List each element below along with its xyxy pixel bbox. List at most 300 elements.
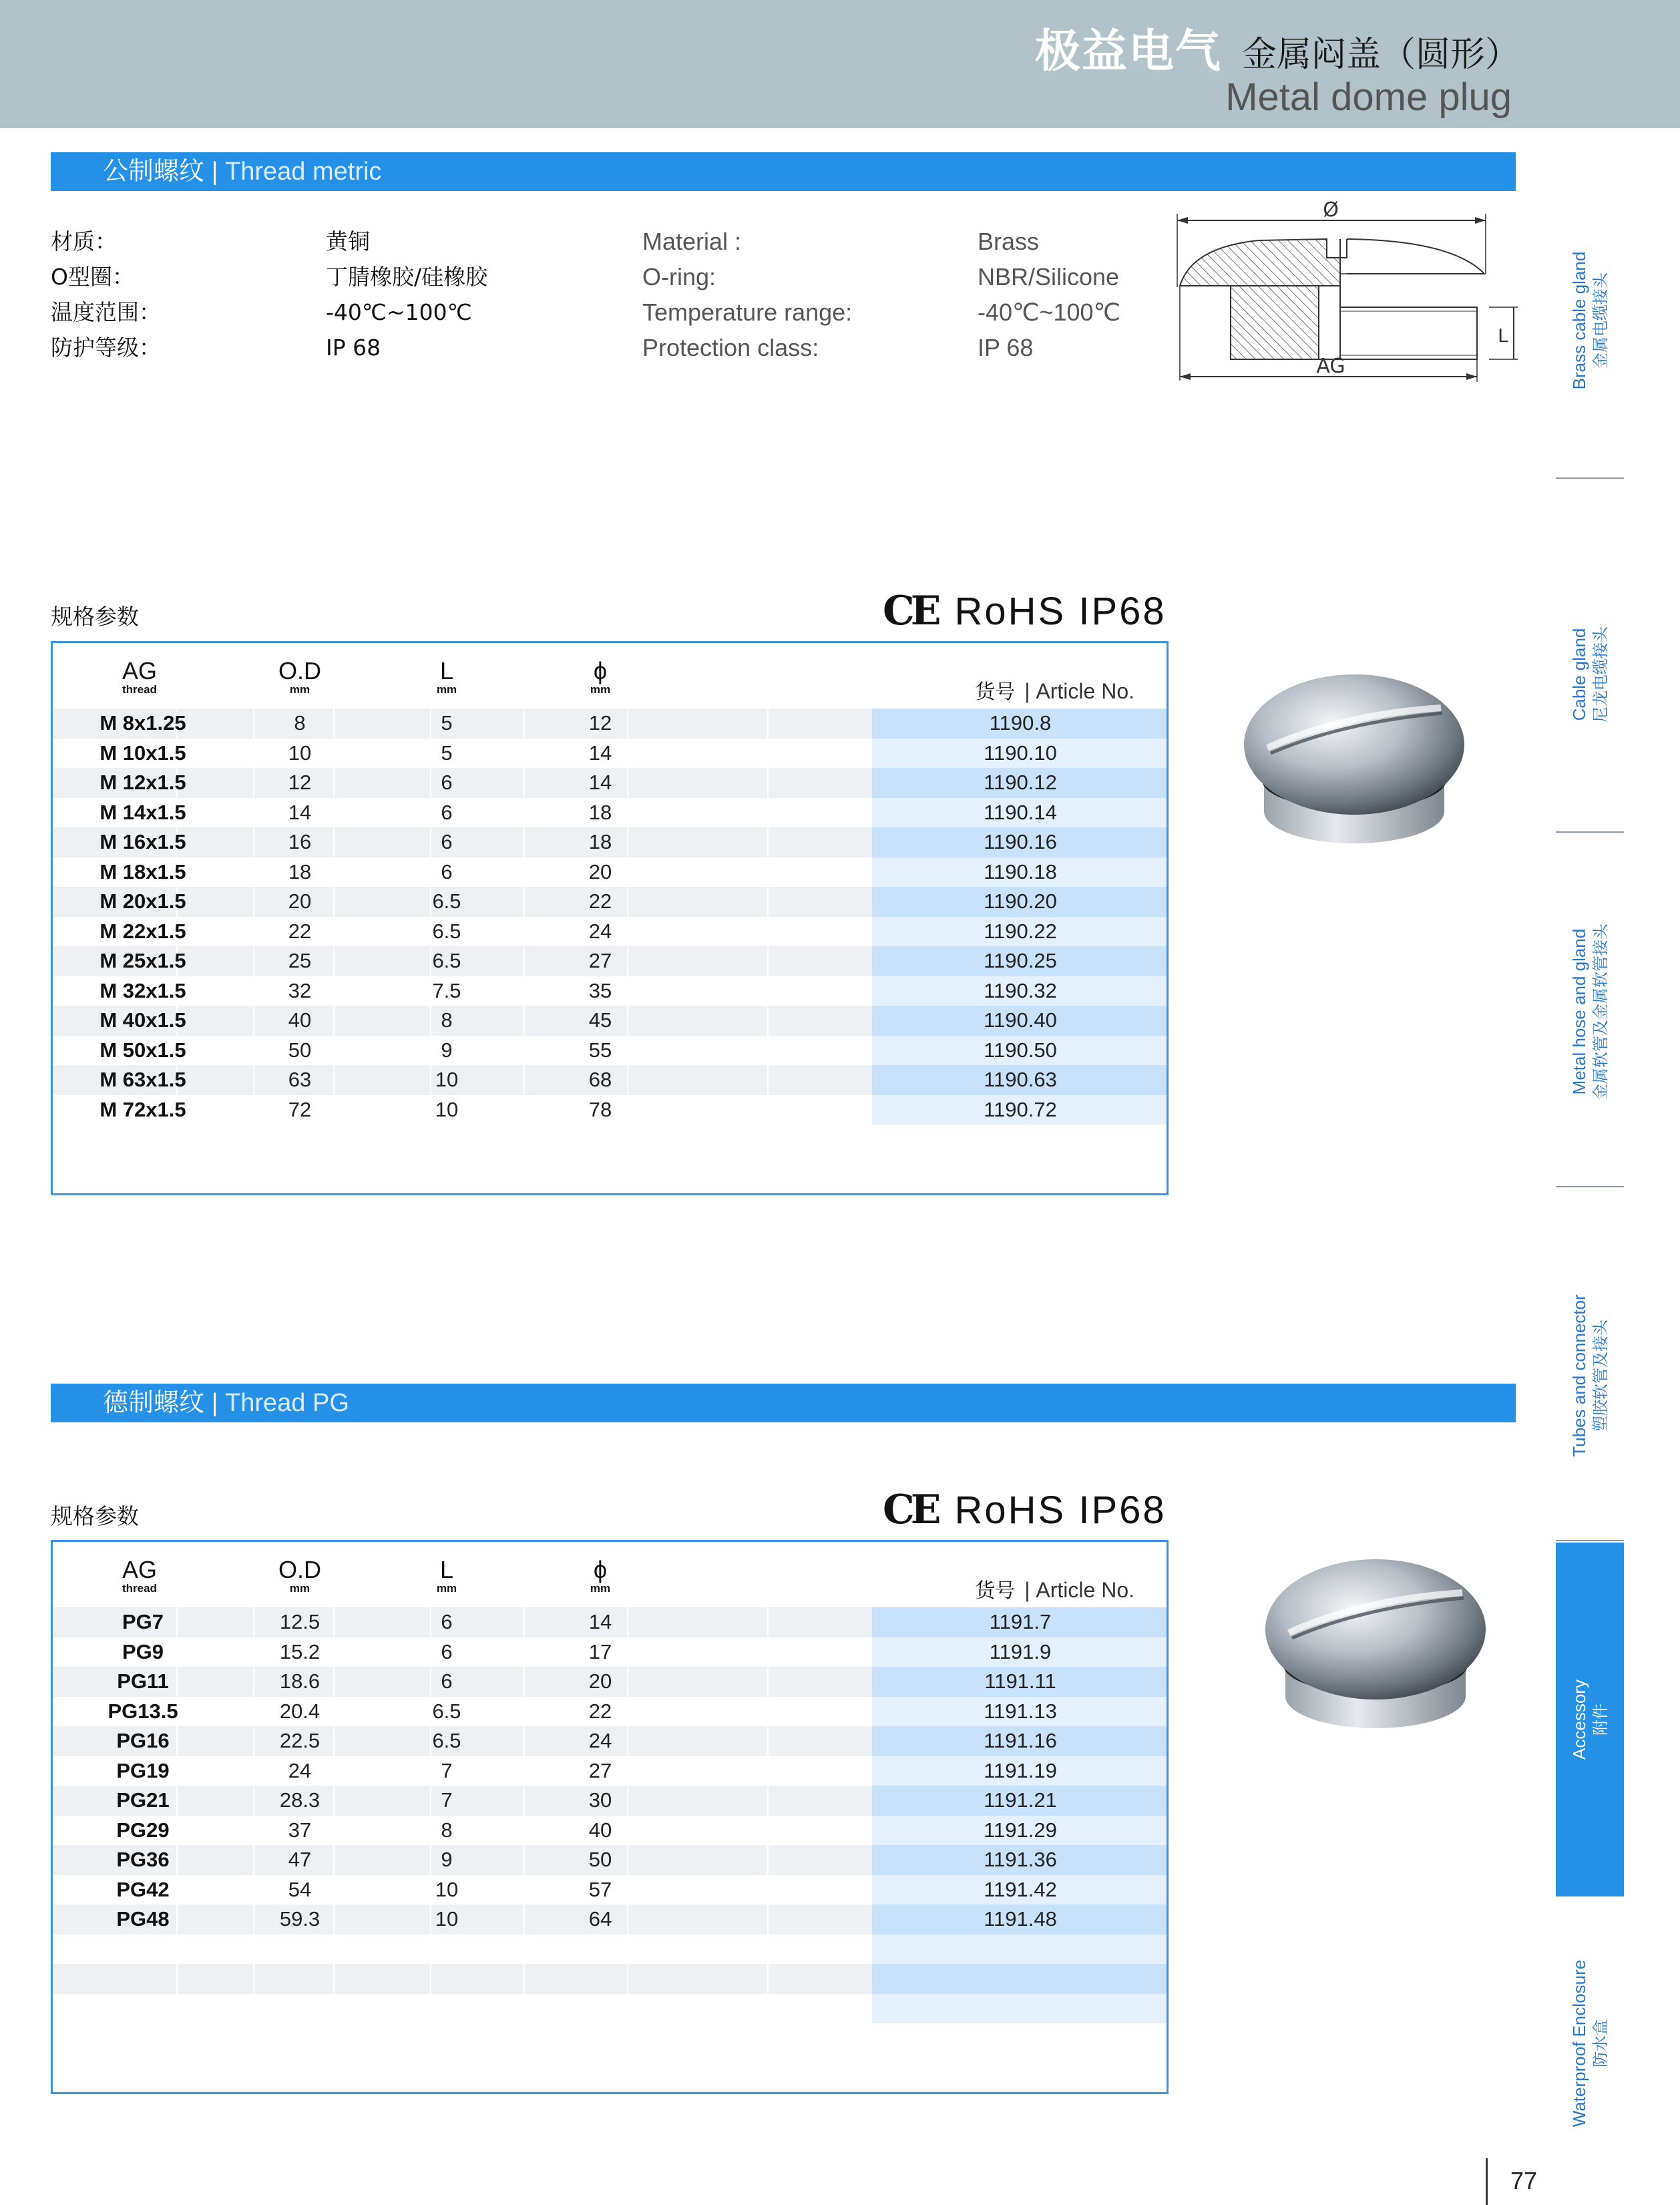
cell-phi: 24: [588, 919, 612, 943]
cell-od: 28.3: [279, 1788, 321, 1812]
table-body: [53, 1607, 1167, 2023]
header-phi-unit: mm: [590, 1582, 611, 1595]
sidebar-item-label-cn: 尼龙电缆接头: [1591, 626, 1610, 723]
cell-ag: M 20x1.5: [99, 889, 186, 913]
cell-divider: [767, 1964, 769, 1994]
spec-parameters-title: 规格参数: [51, 604, 139, 630]
spec-value: -40℃~100℃: [978, 298, 1120, 326]
cell-l: 6: [441, 1639, 453, 1663]
cell-ag: M 22x1.5: [99, 919, 186, 943]
spec-value: NBR/Silicone: [978, 263, 1120, 290]
cell-l: 7.5: [432, 978, 461, 1002]
spec-value: Brass: [978, 228, 1040, 255]
nav-divider: [1556, 477, 1624, 479]
table-row: [53, 768, 1167, 798]
cell-divider: [767, 1006, 769, 1036]
spec-label: Protection class:: [642, 334, 819, 361]
table-row: [53, 887, 1167, 917]
section-title-en: Thread PG: [225, 1389, 349, 1417]
spec-value: IP 68: [978, 334, 1034, 361]
table-row: [53, 917, 1167, 947]
cell-ag: M 18x1.5: [99, 859, 186, 883]
nav-divider: [1556, 1186, 1624, 1187]
cell-od: 47: [288, 1848, 312, 1871]
header-article: [975, 1574, 1134, 1603]
table-row: [53, 739, 1167, 769]
cell-article: 1190.72: [984, 1097, 1057, 1121]
cell-od: 8: [294, 711, 306, 735]
cell-divider: [767, 1095, 769, 1125]
cell-phi: 24: [588, 1729, 612, 1752]
cell-divider: [523, 1726, 525, 1756]
cell-ag: PG42: [116, 1877, 170, 1901]
cell-divider: [767, 1786, 769, 1816]
cell-divider: [523, 739, 525, 769]
cell-ag: M 12x1.5: [99, 771, 186, 794]
product-title-en: Metal dome plug: [1225, 75, 1512, 119]
spec-value: 黄铜: [326, 228, 370, 254]
cell-article: 1190.18: [984, 859, 1057, 883]
header-l: [400, 659, 493, 696]
cell-l: 6: [441, 1669, 453, 1693]
cell-divider: [523, 1786, 525, 1816]
sidebar-item-waterproof-enclosure[interactable]: [1556, 1923, 1624, 2164]
certifications: [883, 588, 1167, 634]
cell-divider: [627, 1964, 628, 1994]
cell-l: 5: [441, 741, 453, 765]
table-header: [53, 1542, 1167, 1607]
brand-name: 极益电气: [1034, 25, 1222, 78]
cell-divider: [767, 827, 769, 857]
sidebar-item-label-cn: 塑胶软管及接头: [1591, 1320, 1610, 1432]
cell-phi: 64: [588, 1907, 612, 1931]
header-od: [253, 1558, 347, 1595]
cell-divider: [523, 1637, 525, 1667]
cell-od: 22.5: [279, 1729, 321, 1752]
section-title-en: Thread metric: [225, 158, 382, 186]
cell-divider: [253, 1935, 254, 1965]
cell-ag: PG48: [116, 1907, 170, 1931]
cell-divider: [523, 768, 525, 798]
cell-ag: PG9: [122, 1639, 164, 1663]
header-ag-unit: thread: [122, 1582, 157, 1595]
cell-divider: [523, 1095, 525, 1125]
cell-ag: PG21: [116, 1788, 170, 1812]
cell-l: 7: [441, 1788, 453, 1812]
diameter-label: Ø: [1323, 200, 1339, 222]
cell-phi: 18: [588, 830, 612, 853]
cell-phi: 20: [588, 1669, 612, 1693]
header-phi-label: ϕ: [593, 1556, 608, 1583]
nav-divider: [1556, 1540, 1624, 1541]
cell-article: 1190.10: [984, 741, 1057, 765]
cell-od: 10: [288, 741, 312, 765]
cell-ag: M 72x1.5: [99, 1097, 186, 1121]
table-row: [53, 798, 1167, 828]
sidebar-item-tubes-connector[interactable]: [1556, 1222, 1624, 1529]
cell-od: 50: [288, 1038, 312, 1062]
cell-divider: [627, 1935, 628, 1965]
table-row: [53, 709, 1167, 739]
cell-divider: [523, 1845, 525, 1875]
header-l-label: L: [439, 657, 454, 684]
header-phi-unit: mm: [590, 683, 611, 696]
spec-labels-cn: [51, 224, 161, 365]
cell-od: 18.6: [279, 1669, 321, 1693]
header-article-cn: 货号: [975, 1579, 1016, 1603]
cell-article: 1190.63: [984, 1068, 1057, 1091]
header-l-label: L: [439, 1556, 454, 1583]
cell-od: 18: [288, 859, 312, 883]
sidebar-item-label-en: Waterproof Enclosure: [1569, 1959, 1589, 2128]
cell-l: 9: [441, 1038, 453, 1062]
cell-divider: [523, 1667, 525, 1697]
cell-divider: [767, 857, 769, 887]
cell-phi: 35: [588, 978, 612, 1002]
cell-divider: [523, 917, 525, 947]
table-row: [53, 1905, 1167, 1935]
cell-divider: [767, 768, 769, 798]
sidebar-item-label-en: Cable gland: [1569, 628, 1589, 721]
row-article-background: [872, 1964, 1167, 1994]
sidebar-item-brass-cable-gland[interactable]: [1556, 167, 1624, 474]
sidebar-item-label-cn: 附件: [1591, 1703, 1610, 1736]
cell-l: 10: [435, 1068, 459, 1091]
table-header: [53, 643, 1167, 709]
cell-phi: 14: [588, 1610, 612, 1633]
cell-ag: PG11: [117, 1669, 169, 1693]
table-row: [53, 857, 1167, 887]
table-row: [53, 1816, 1167, 1846]
sidebar-item-metal-hose[interactable]: [1556, 855, 1624, 1169]
header-od-unit: mm: [289, 1582, 310, 1595]
cell-divider: [523, 1964, 525, 1994]
cell-phi: 78: [588, 1097, 612, 1121]
cell-ag: PG16: [116, 1729, 170, 1752]
cell-article: 1190.32: [984, 978, 1057, 1002]
cell-ag: M 16x1.5: [99, 830, 186, 853]
cell-article: 1191.19: [984, 1758, 1057, 1782]
cell-article: 1191.13: [984, 1699, 1057, 1723]
spec-label: Temperature range:: [642, 298, 853, 326]
cell-divider: [523, 1875, 525, 1905]
table-row: [53, 827, 1167, 857]
header-ag: [93, 1558, 186, 1595]
cell-divider: [767, 1726, 769, 1756]
cell-l: 6: [441, 1610, 453, 1633]
cell-divider: [176, 1994, 178, 2024]
cell-od: 63: [288, 1068, 312, 1091]
cell-od: 54: [288, 1877, 312, 1901]
cell-l: 6: [441, 800, 453, 824]
cell-divider: [767, 798, 769, 828]
header-article: [975, 675, 1134, 705]
cell-article: 1190.20: [984, 889, 1057, 913]
cell-divider: [767, 1756, 769, 1786]
table-row: [53, 946, 1167, 976]
cell-article: 1190.12: [984, 771, 1057, 794]
cell-od: 59.3: [279, 1907, 321, 1931]
cell-article: 1191.9: [989, 1639, 1052, 1663]
cell-l: 9: [441, 1848, 453, 1871]
sidebar-item-label-cn: 防水盒: [1591, 2019, 1610, 2068]
cell-divider: [767, 739, 769, 769]
cell-phi: 22: [588, 889, 612, 913]
nav-divider: [1556, 831, 1624, 833]
cell-ag: PG19: [116, 1758, 170, 1782]
cell-divider: [523, 976, 525, 1006]
spec-value: 丁腈橡胶/硅橡胶: [326, 264, 488, 290]
header-od-label: O.D: [278, 1556, 321, 1583]
ce-mark: CE: [883, 1486, 937, 1533]
cell-od: 15.2: [279, 1639, 321, 1663]
cell-od: 25: [288, 949, 312, 972]
cell-divider: [176, 1964, 178, 1994]
cell-divider: [767, 1667, 769, 1697]
length-label: L: [1498, 325, 1508, 347]
cell-divider: [523, 1816, 525, 1846]
header-l-unit: mm: [436, 1582, 457, 1595]
cell-divider: [523, 1935, 525, 1965]
cell-phi: 30: [588, 1788, 612, 1812]
cell-article: 1190.25: [984, 949, 1057, 972]
cell-l: 7: [441, 1758, 453, 1782]
cell-divider: [430, 1964, 431, 1994]
cell-ag: M 50x1.5: [99, 1038, 186, 1062]
cell-divider: [523, 1994, 525, 2024]
cell-od: 20: [288, 889, 312, 913]
cell-od: 16: [288, 830, 312, 853]
cell-l: 6: [441, 830, 453, 853]
cell-divider: [523, 1756, 525, 1786]
cell-od: 72: [288, 1097, 312, 1121]
table-row: [53, 1875, 1167, 1905]
spec-label: O-ring:: [642, 263, 716, 290]
table-row: [53, 1607, 1167, 1637]
cell-l: 6.5: [432, 1699, 461, 1723]
cell-phi: 18: [588, 800, 612, 824]
cell-divider: [523, 857, 525, 887]
cell-l: 10: [435, 1907, 459, 1931]
table-body: [53, 709, 1167, 1125]
cell-phi: 68: [588, 1068, 612, 1091]
header-phi: [554, 659, 647, 696]
spec-values-cn: [326, 224, 487, 365]
spec-label: Material :: [642, 228, 742, 255]
cell-divider: [767, 1935, 769, 1965]
cell-od: 14: [288, 800, 312, 824]
spec-label: O型圈：: [51, 264, 134, 290]
cell-od: 32: [288, 978, 312, 1002]
cell-divider: [523, 1697, 525, 1727]
cell-l: 5: [441, 711, 453, 735]
cell-divider: [767, 917, 769, 947]
sidebar-item-label-cn: 金属软管及金属软管接头: [1591, 924, 1610, 1100]
cell-article: 1191.48: [984, 1907, 1057, 1931]
row-article-background: [872, 1994, 1167, 2024]
header-l-unit: mm: [436, 683, 457, 696]
ce-mark: CE: [883, 588, 937, 634]
cell-ag: M 32x1.5: [99, 978, 186, 1002]
header-l: [400, 1558, 493, 1595]
header-od: [253, 659, 347, 696]
rohs-ip68-text: RoHS IP68: [954, 1488, 1167, 1532]
header-od-unit: mm: [289, 683, 310, 696]
cell-divider: [523, 1006, 525, 1036]
cell-phi: 45: [588, 1008, 612, 1032]
cell-od: 40: [288, 1008, 312, 1032]
section-title-cn: 公制螺纹: [103, 158, 205, 186]
table-row: [53, 1095, 1167, 1125]
cell-article: 1190.22: [984, 919, 1057, 943]
cell-phi: 50: [588, 1848, 612, 1871]
metal-dome-plug-image: [1241, 668, 1468, 855]
cell-l: 6.5: [432, 1729, 461, 1752]
cell-phi: 27: [588, 1758, 612, 1782]
cell-l: 8: [441, 1008, 453, 1032]
table-row: [53, 1036, 1167, 1066]
table-row: [53, 1935, 1167, 1965]
cell-ag: M 10x1.5: [99, 741, 186, 765]
cell-od: 12: [288, 771, 312, 794]
cell-phi: 17: [588, 1639, 612, 1663]
cell-divider: [523, 798, 525, 828]
cell-article: 1190.40: [984, 1008, 1057, 1032]
cell-article: 1190.16: [984, 830, 1057, 853]
spec-label: 防护等级：: [51, 335, 161, 361]
spec-value: -40℃~100℃: [326, 299, 472, 325]
cell-article: 1191.42: [984, 1877, 1057, 1901]
sidebar-item-label-en: Metal hose and gland: [1569, 928, 1589, 1095]
table-row: [53, 1726, 1167, 1756]
cell-ag: PG13.5: [108, 1699, 178, 1723]
rohs-ip68-text: RoHS IP68: [954, 589, 1167, 633]
table-row: [53, 1786, 1167, 1816]
header-article-en: | Article No.: [1024, 679, 1134, 703]
cell-divider: [767, 1697, 769, 1727]
table-row: [53, 1006, 1167, 1036]
cell-article: 1191.21: [984, 1788, 1057, 1812]
cell-divider: [767, 1816, 769, 1846]
cell-divider: [767, 887, 769, 917]
cell-article: 1190.14: [984, 800, 1057, 824]
spec-label: 材质：: [51, 228, 117, 254]
sidebar-item-label-cn: 金属电缆接头: [1591, 272, 1610, 369]
table-row: [53, 1964, 1167, 1994]
cell-divider: [767, 1845, 769, 1875]
cell-divider: [523, 1905, 525, 1935]
spec-parameters-title: 规格参数: [51, 1503, 139, 1529]
header-ag-unit: thread: [122, 683, 157, 696]
header-od-label: O.D: [278, 657, 321, 684]
cell-l: 6: [441, 771, 453, 794]
sidebar-item-label-en: Tubes and connector: [1569, 1294, 1589, 1457]
metric-spec-table: [51, 641, 1169, 1195]
cell-divider: [523, 1607, 525, 1637]
cell-l: 10: [435, 1877, 459, 1901]
sidebar-item-accessory[interactable]: [1556, 1543, 1624, 1896]
cell-article: 1191.11: [984, 1669, 1056, 1693]
cell-divider: [767, 709, 769, 739]
cell-l: 10: [435, 1097, 459, 1121]
spec-labels-en: [642, 224, 852, 365]
table-row: [53, 976, 1167, 1006]
cell-phi: 22: [588, 1699, 612, 1723]
cell-ag: M 8x1.25: [99, 711, 186, 735]
cell-divider: [767, 1036, 769, 1066]
cell-divider: [767, 1065, 769, 1095]
cell-phi: 40: [588, 1818, 612, 1842]
sidebar-item-cable-gland[interactable]: [1556, 521, 1624, 828]
thread-label: AG: [1316, 355, 1345, 378]
cell-l: 6.5: [432, 919, 461, 943]
cell-od: 24: [288, 1758, 312, 1782]
header-ag-label: AG: [122, 1556, 157, 1583]
cell-article: 1190.50: [984, 1038, 1057, 1062]
cell-divider: [523, 1065, 525, 1095]
header-ag-label: AG: [122, 657, 157, 684]
cell-divider: [523, 887, 525, 917]
cell-phi: 14: [588, 741, 612, 765]
header-phi: [554, 1558, 647, 1595]
section-title-cn: 德制螺纹: [103, 1389, 205, 1417]
cell-ag: M 25x1.5: [99, 949, 186, 972]
table-row: [53, 1667, 1167, 1697]
cell-od: 22: [288, 919, 312, 943]
page-number-divider: [1486, 2158, 1488, 2205]
cell-divider: [430, 1935, 431, 1965]
cell-ag: M 14x1.5: [99, 800, 186, 824]
cell-od: 20.4: [279, 1699, 321, 1723]
section-bar-pg: [51, 1384, 1516, 1422]
cell-article: 1191.36: [984, 1848, 1057, 1871]
cell-divider: [253, 1994, 254, 2024]
table-row: [53, 1637, 1167, 1667]
cell-divider: [767, 1905, 769, 1935]
table-row: [53, 1845, 1167, 1875]
cell-divider: [767, 946, 769, 976]
section-separator: |: [204, 158, 226, 186]
cell-divider: [767, 1607, 769, 1637]
cell-divider: [767, 1875, 769, 1905]
sidebar-item-label-en: Accessory: [1569, 1679, 1589, 1760]
pg-spec-table: [51, 1540, 1169, 2094]
cell-l: 6.5: [432, 889, 461, 913]
cell-divider: [767, 976, 769, 1006]
row-article-background: [872, 1935, 1167, 1965]
spec-value: IP 68: [326, 335, 381, 361]
certifications: [883, 1486, 1167, 1533]
technical-drawing: [1172, 200, 1519, 387]
cell-divider: [333, 1964, 335, 1994]
spec-values-en: [978, 224, 1120, 365]
cell-ag: PG7: [122, 1610, 164, 1633]
header-article-cn: 货号: [975, 680, 1016, 704]
table-row: [53, 1697, 1167, 1727]
header-brand: [1035, 20, 1520, 80]
header-phi-label: ϕ: [593, 657, 608, 684]
page-number: 77: [1510, 2167, 1538, 2194]
cell-phi: 12: [588, 711, 612, 735]
cell-l: 6: [441, 859, 453, 883]
cell-divider: [523, 1036, 525, 1066]
page-header: [0, 0, 1680, 128]
cell-divider: [767, 1637, 769, 1667]
cell-od: 37: [288, 1818, 312, 1842]
cell-article: 1191.7: [989, 1610, 1052, 1633]
cell-divider: [333, 1994, 335, 2024]
cell-phi: 55: [588, 1038, 612, 1062]
